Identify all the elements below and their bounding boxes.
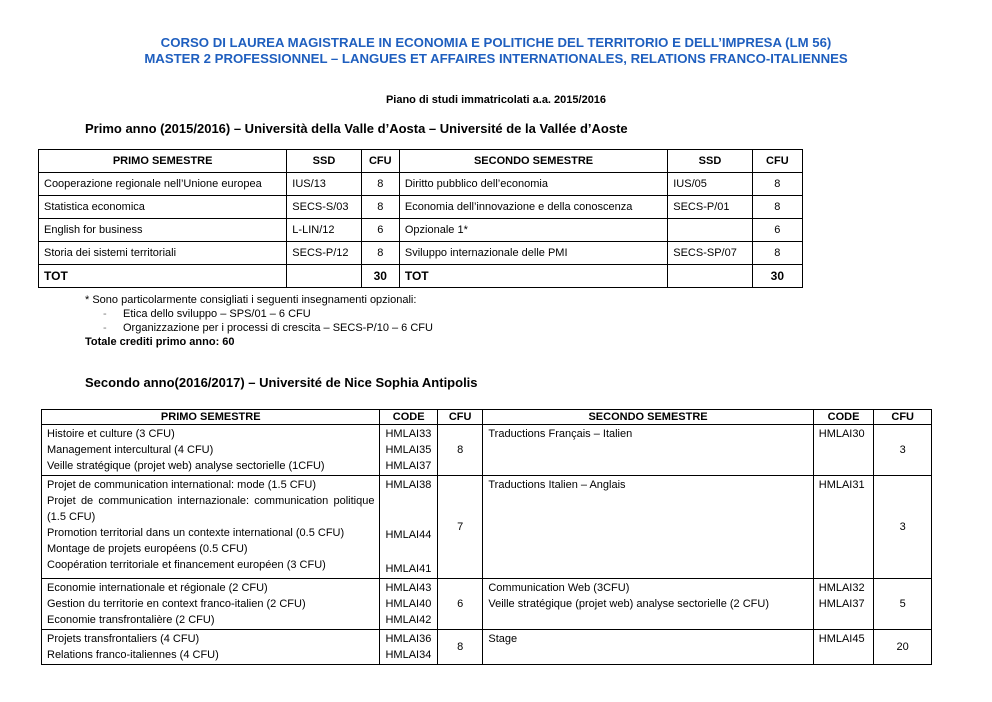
course-code: HMLAI33 — [385, 428, 432, 440]
course-name: Coopération territoriale et financement européen (3 CFU) — [47, 559, 326, 571]
ssd-code: SECS-P/12 — [287, 242, 361, 265]
course-code: HMLAI42 — [385, 614, 432, 626]
course-code: HMLAI40 — [385, 598, 432, 610]
cfu-value: 20 — [874, 630, 932, 665]
cfu-value: 6 — [361, 219, 399, 242]
course-name: Opzionale 1* — [399, 219, 667, 242]
table-row — [39, 173, 803, 196]
code-list — [813, 476, 874, 579]
year2-title: Secondo anno(2016/2017) – Université de Nice Sophia Antipolis — [85, 375, 478, 390]
total-blank — [668, 265, 752, 288]
course-name: Traductions Français – Italien — [488, 428, 633, 440]
column-header: SECONDO SEMESTRE — [399, 150, 667, 173]
course-list — [483, 579, 813, 630]
table-header-row — [42, 410, 932, 425]
total-credits: Totale crediti primo anno: 60 — [85, 336, 235, 348]
cfu-value: 8 — [361, 196, 399, 219]
course-name: Histoire et culture (3 CFU) — [47, 428, 175, 440]
table-row — [39, 219, 803, 242]
program-title-line1: CORSO DI LAUREA MAGISTRALE IN ECONOMIA E POLITICHE DEL TERRITORIO E DELL’IMPRESA (LM 56) — [160, 35, 832, 50]
column-header: CFU — [437, 410, 482, 425]
course-code: HMLAI35 — [385, 444, 432, 456]
ssd-code: SECS-P/01 — [668, 196, 752, 219]
course-name: Economie transfrontalière (2 CFU) — [47, 614, 215, 626]
notes-item — [85, 307, 433, 321]
total-row — [39, 265, 803, 288]
table-row — [42, 579, 932, 630]
course-code: HMLAI38 — [385, 479, 432, 491]
total-cfu: 30 — [752, 265, 802, 288]
course-name: Cooperazione regionale nell’Unione europea — [39, 173, 287, 196]
notes-item-text: Etica dello sviluppo – SPS/01 – 6 CFU — [123, 308, 311, 320]
table-row — [39, 196, 803, 219]
total-label: TOT — [399, 265, 667, 288]
cfu-value: 5 — [874, 579, 932, 630]
total-blank — [287, 265, 361, 288]
course-code: HMLAI43 — [385, 582, 432, 594]
total-cfu: 30 — [361, 265, 399, 288]
course-name: Projets transfrontaliers (4 CFU) — [47, 633, 200, 645]
course-code: HMLAI44 — [385, 529, 432, 541]
course-name: Promotion territorial dans un contexte international (0.5 CFU) — [47, 527, 345, 539]
optional-notes — [85, 293, 433, 349]
bullet-mark: - — [103, 308, 107, 320]
cfu-value: 6 — [752, 219, 802, 242]
course-list — [42, 630, 380, 665]
ssd-code: IUS/05 — [668, 173, 752, 196]
course-name: Storia dei sistemi territoriali — [39, 242, 287, 265]
code-list — [380, 476, 437, 579]
notes-intro: * Sono particolarmente consigliati i seguenti insegnamenti opzionali: — [85, 294, 417, 306]
course-name: Stage — [488, 633, 518, 645]
course-code: HMLAI36 — [385, 633, 432, 645]
column-header: CODE — [380, 410, 437, 425]
course-name: Projet de communication internazionale: communication politique (1.5 CFU) — [47, 495, 375, 523]
course-name: Economie internationale et régionale (2 CFU) — [47, 582, 268, 594]
course-name: Projet de communication international: mode (1.5 CFU) — [47, 479, 317, 491]
course-name: Statistica economica — [39, 196, 287, 219]
code-list — [380, 425, 437, 476]
column-header: CFU — [752, 150, 802, 173]
course-code: HMLAI45 — [818, 633, 865, 645]
year1-table — [38, 149, 803, 288]
course-list — [42, 579, 380, 630]
cfu-value: 6 — [437, 579, 482, 630]
course-code: HMLAI41 — [385, 563, 432, 575]
course-name: Diritto pubblico dell’economia — [399, 173, 667, 196]
column-header: CFU — [361, 150, 399, 173]
table-row — [39, 242, 803, 265]
table-row — [42, 476, 932, 579]
cfu-value: 3 — [874, 425, 932, 476]
cfu-value: 8 — [752, 196, 802, 219]
course-name: Management intercultural (4 CFU) — [47, 444, 214, 456]
notes-item — [85, 321, 433, 335]
table-row — [42, 425, 932, 476]
course-code: HMLAI37 — [818, 598, 865, 610]
year2-table — [41, 409, 932, 665]
code-list — [813, 579, 874, 630]
code-list — [380, 579, 437, 630]
ssd-code: SECS-SP/07 — [668, 242, 752, 265]
cfu-value: 8 — [361, 242, 399, 265]
course-list — [483, 425, 813, 476]
course-code: HMLAI34 — [385, 649, 432, 661]
course-name: English for business — [39, 219, 287, 242]
table-row — [42, 630, 932, 665]
course-code: HMLAI31 — [818, 479, 865, 491]
cfu-value: 3 — [874, 476, 932, 579]
course-list — [42, 425, 380, 476]
column-header: PRIMO SEMESTRE — [39, 150, 287, 173]
course-code: HMLAI32 — [818, 582, 865, 594]
column-header: SSD — [287, 150, 361, 173]
program-title-line2: MASTER 2 PROFESSIONNEL – LANGUES ET AFFAIRES INTERNATIONALES, RELATIONS FRANCO-ITALIENNES — [144, 51, 848, 66]
course-name: Economia dell’innovazione e della conoscenza — [399, 196, 667, 219]
table-header-row — [39, 150, 803, 173]
column-header: PRIMO SEMESTRE — [42, 410, 380, 425]
code-list — [813, 630, 874, 665]
column-header: SSD — [668, 150, 752, 173]
course-name: Montage de projets européens (0.5 CFU) — [47, 543, 248, 555]
course-list — [483, 630, 813, 665]
ssd-code — [668, 219, 752, 242]
course-name: Gestion du territorie en context franco-italien (2 CFU) — [47, 598, 306, 610]
ssd-code: IUS/13 — [287, 173, 361, 196]
cfu-value: 8 — [437, 630, 482, 665]
column-header: CFU — [874, 410, 932, 425]
code-list — [813, 425, 874, 476]
plan-title: Piano di studi immatricolati a.a. 2015/2016 — [385, 94, 607, 106]
cfu-value: 8 — [437, 425, 482, 476]
course-name: Communication Web (3CFU) — [488, 582, 630, 594]
cfu-value: 7 — [437, 476, 482, 579]
course-list — [42, 476, 380, 579]
course-code: HMLAI37 — [385, 460, 432, 472]
ssd-code: SECS-S/03 — [287, 196, 361, 219]
course-name: Traductions Italien – Anglais — [488, 479, 626, 491]
total-label: TOT — [39, 265, 287, 288]
bullet-mark: - — [103, 322, 107, 334]
course-code: HMLAI30 — [818, 428, 865, 440]
year1-title: Primo anno (2015/2016) – Università della Valle d’Aosta – Université de la Vallée d’Aoste — [85, 121, 628, 136]
course-name: Veille stratégique (projet web) analyse sectorielle (1CFU) — [47, 460, 325, 472]
course-name: Sviluppo internazionale delle PMI — [399, 242, 667, 265]
cfu-value: 8 — [361, 173, 399, 196]
course-name: Relations franco-italiennes (4 CFU) — [47, 649, 219, 661]
code-list — [380, 630, 437, 665]
cfu-value: 8 — [752, 242, 802, 265]
column-header: SECONDO SEMESTRE — [483, 410, 813, 425]
notes-item-text: Organizzazione per i processi di crescita – SECS-P/10 – 6 CFU — [123, 322, 433, 334]
cfu-value: 8 — [752, 173, 802, 196]
course-name: Veille stratégique (projet web) analyse sectorielle (2 CFU) — [488, 598, 769, 610]
column-header: CODE — [813, 410, 874, 425]
ssd-code: L-LIN/12 — [287, 219, 361, 242]
course-list — [483, 476, 813, 579]
